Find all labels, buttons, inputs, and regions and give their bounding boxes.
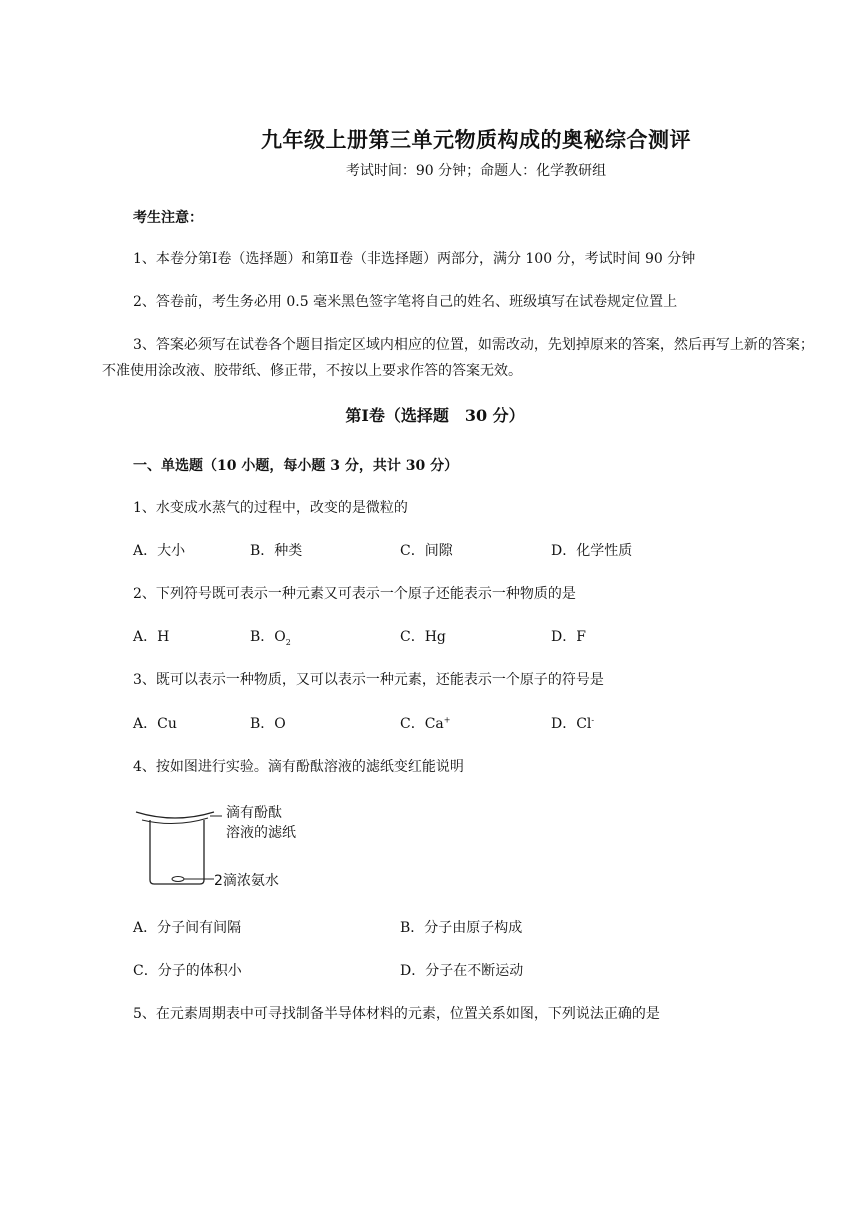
question-4-option-c: C．分子的体积小 [133,963,242,979]
question-3-option-c: C．Ca+ [400,715,451,732]
question-2-stem: 2、下列符号既可表示一种元素又可表示一个原子还能表示一种物质的是 [133,586,576,602]
notice-item-2: 2、答卷前，考生务必用 0.5 毫米黑色签字笔将自己的姓名、班级填写在试卷规定位置上 [133,294,678,310]
question-4-option-a: A．分子间有间隔 [133,920,242,936]
question-3-option-b: B．O [250,716,286,732]
question-2-option-b: B．$O_2$ [250,629,291,647]
question-2-option-d: D．F [551,629,586,645]
notice-item-1: 1、本卷分第Ⅰ卷（选择题）和第Ⅱ卷（非选择题）两部分，满分 100 分，考试时间 90 分钟 [133,251,696,267]
question-1-option-a: A．大小 [133,543,186,559]
exam-info: 考试时间：90 分钟；命题人：化学教研组 [345,163,607,179]
question-3-option-d: D．Cl- [551,715,595,732]
question-1-option-b: B．种类 [250,543,303,559]
page-title: 九年级上册第三单元物质构成的奥秘综合测评 [261,127,691,152]
figure-label-ammonia: 2滴浓氨水 [214,873,279,889]
notice-heading: 考生注意： [133,210,203,226]
figure-label-paper-line1: 滴有酚酞 [226,805,282,821]
question-5-stem: 5、在元素周期表中可寻找制备半导体材料的元素，位置关系如图，下列说法正确的是 [133,1006,660,1022]
notice-item-3: 3、答案必须写在试卷各个题目指定区域内相应的位置，如需改动，先划掉原来的答案，然后再写上新的答案；不准使用涂改液、胶带纸、修正带，不按以上要求作答的答案无效。 [102,337,814,379]
question-2-option-c: C．Hg [400,629,446,645]
section-title: 第Ⅰ卷（选择题 30 分） [345,406,525,425]
figure-label-paper-line2: 溶液的滤纸 [226,825,296,841]
question-3-option-a: A．Cu [133,716,177,732]
part-title: 一、单选题（10 小题，每小题 3 分，共计 30 分） [133,458,459,474]
question-4-option-b: B．分子由原子构成 [400,920,523,936]
question-4-option-d: D．分子在不断运动 [400,963,524,979]
question-1-stem: 1、水变成水蒸气的过程中，改变的是微粒的 [133,500,408,516]
question-1-option-d: D．化学性质 [551,543,633,559]
question-3-stem: 3、既可以表示一种物质，又可以表示一种元素，还能表示一个原子的符号是 [133,672,604,688]
question-4-stem: 4、按如图进行实验。滴有酚酞溶液的滤纸变红能说明 [133,759,464,775]
ammonia-experiment-figure [130,800,320,890]
question-2-option-a: A．H [133,629,170,645]
question-1-option-c: C．间隙 [400,543,453,559]
